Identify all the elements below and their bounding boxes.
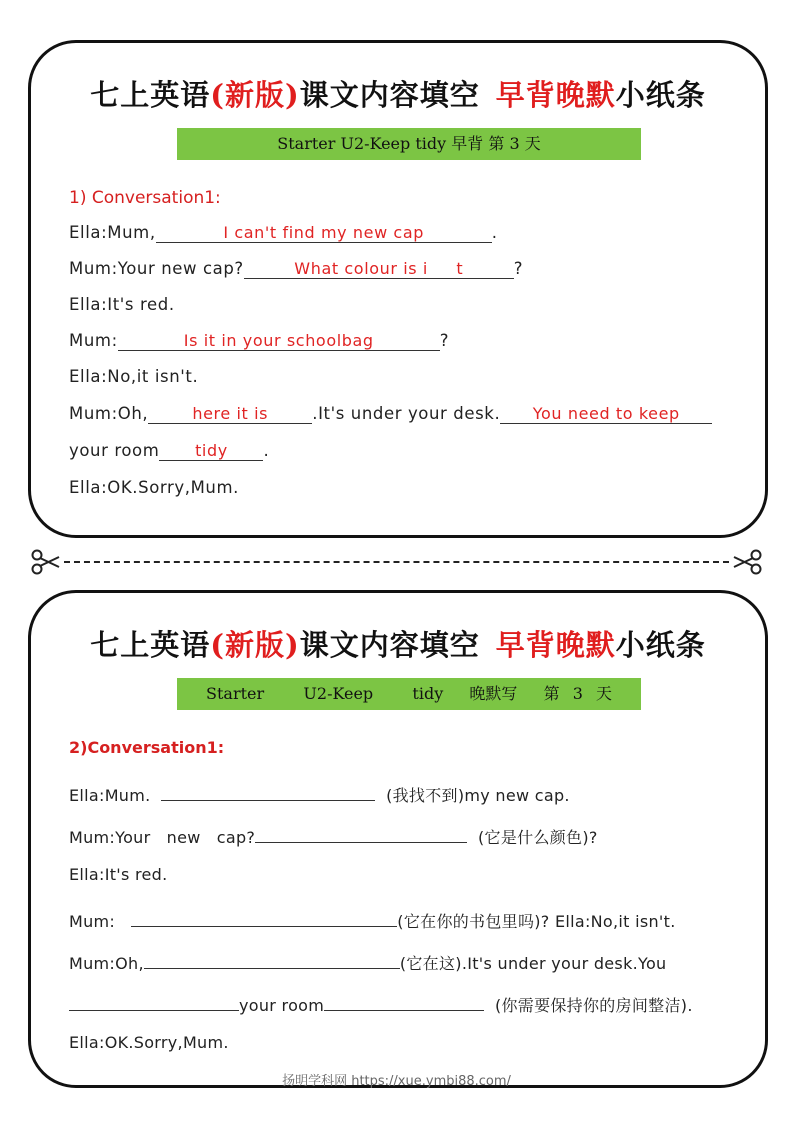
dashed-divider	[64, 561, 729, 563]
title-part: 七上英语	[90, 78, 211, 112]
answer-blank: here it is	[148, 404, 312, 424]
section-heading: 1) Conversation1:	[69, 188, 221, 208]
dialogue-line: Mum:Your new cap? (它是什么颜色)?	[69, 823, 598, 848]
unit-banner: Starter U2-Keep tidy 晚默写 第 3 天	[177, 678, 641, 710]
answer-blank[interactable]	[161, 781, 375, 801]
answer-blank[interactable]	[324, 991, 484, 1011]
dialogue-line: Ella:Mum, I can't find my new cap .	[69, 223, 498, 242]
footer-watermark: 扬明学科网 https://xue.ymbi88.com/	[282, 1074, 511, 1089]
title-edition: (新版)	[210, 628, 300, 662]
dialogue-line: Ella:It's red.	[69, 295, 175, 314]
answer-blank: Is it in your schoolbag	[118, 331, 440, 351]
title-edition: (新版)	[210, 78, 300, 112]
morning-card	[28, 40, 768, 538]
scissors-icon	[733, 548, 763, 576]
title-part: 七上英语	[90, 628, 211, 662]
title-part: 课文内容填空	[299, 78, 480, 112]
dialogue-line: your room tidy .	[69, 441, 270, 460]
cut-line	[30, 548, 763, 576]
evening-card	[28, 590, 768, 1088]
answer-blank: tidy	[159, 441, 263, 461]
answer-blank[interactable]	[131, 907, 397, 927]
dialogue-line: Ella:It's red.	[69, 865, 168, 884]
title-highlight: 早背晚默	[495, 78, 616, 112]
answer-blank[interactable]	[69, 991, 239, 1011]
dialogue-line: your room (你需要保持你的房间整洁).	[69, 991, 693, 1016]
answer-blank[interactable]	[144, 949, 400, 969]
dialogue-line: Ella:No,it isn't.	[69, 367, 199, 386]
dialogue-line: Mum:Oh, here it is .It's under your desk. You need to keep	[69, 404, 712, 424]
title-highlight: 早背晚默	[495, 628, 616, 662]
dialogue-line: Ella:OK.Sorry,Mum.	[69, 478, 239, 497]
dialogue-line: Ella:Mum. (我找不到)my new cap.	[69, 781, 570, 806]
page-title	[31, 73, 765, 114]
unit-banner: Starter U2-Keep tidy 早背 第 3 天	[177, 128, 641, 160]
section-heading: 2)Conversation1:	[69, 738, 225, 757]
dialogue-line: Mum: (它在你的书包里吗)? Ella:No,it isn't.	[69, 907, 676, 932]
dialogue-line: Mum: Is it in your schoolbag ?	[69, 331, 450, 350]
answer-blank: I can't find my new cap	[156, 223, 492, 243]
answer-blank: What colour is i t	[244, 259, 514, 279]
dialogue-line: Mum:Oh, (它在这).It's under your desk.You	[69, 949, 667, 974]
answer-blank[interactable]	[255, 823, 467, 843]
dialogue-line: Ella:OK.Sorry,Mum.	[69, 1033, 229, 1052]
page-title	[31, 623, 765, 664]
title-part: 课文内容填空	[299, 628, 480, 662]
title-part: 小纸条	[615, 628, 706, 662]
title-part: 小纸条	[615, 78, 706, 112]
dialogue-line: Mum:Your new cap? What colour is i t ?	[69, 259, 524, 278]
scissors-icon	[30, 548, 60, 576]
answer-blank: You need to keep	[500, 404, 712, 424]
